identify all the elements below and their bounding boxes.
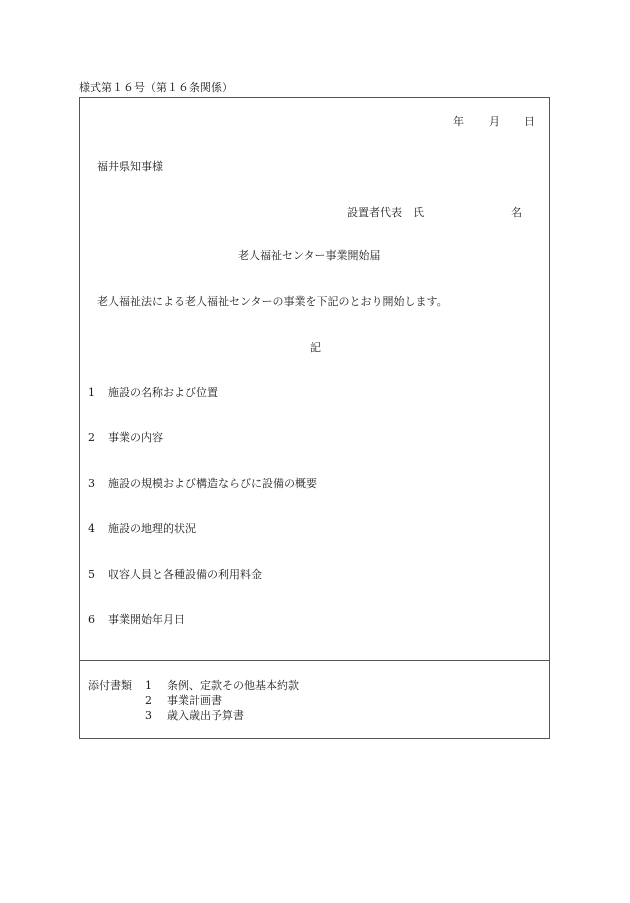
addressee: 福井県知事様 bbox=[97, 160, 163, 173]
section-divider bbox=[80, 660, 549, 661]
list-item bbox=[88, 614, 185, 625]
item-text: 収容人員と各種設備の利用料金 bbox=[108, 568, 262, 581]
attachment-item bbox=[145, 710, 244, 721]
attachment-text: 事業計画書 bbox=[167, 694, 222, 707]
item-number: 1 bbox=[88, 386, 95, 399]
attachments-label: 添付書類 bbox=[88, 679, 132, 692]
attachment-number: 3 bbox=[145, 709, 152, 722]
attachment-item bbox=[145, 680, 299, 691]
form-number: 様式第１６号（第１６条関係） bbox=[79, 81, 233, 94]
form-frame bbox=[79, 97, 550, 739]
ki-heading: 記 bbox=[310, 341, 321, 354]
attachment-number: 2 bbox=[145, 694, 152, 707]
item-number: 6 bbox=[88, 613, 95, 626]
list-item bbox=[88, 387, 218, 398]
item-number: 5 bbox=[88, 568, 95, 581]
item-text: 施設の地理的状況 bbox=[108, 522, 196, 535]
founder-label: 設置者代表 氏 bbox=[347, 206, 424, 219]
attachment-number: 1 bbox=[145, 679, 152, 692]
item-text: 施設の規模および構造ならびに設備の概要 bbox=[108, 477, 317, 490]
list-item bbox=[88, 478, 317, 489]
document-title: 老人福祉センター事業開始届 bbox=[238, 249, 381, 262]
body-text: 老人福祉法による老人福祉センターの事業を下記のとおり開始します。 bbox=[97, 295, 448, 308]
item-number: 3 bbox=[88, 477, 95, 490]
item-text: 施設の名称および位置 bbox=[108, 386, 218, 399]
founder-name-suffix: 名 bbox=[511, 206, 522, 219]
date-year-label: 年 bbox=[453, 115, 464, 128]
item-text: 事業開始年月日 bbox=[108, 613, 185, 626]
attachment-item bbox=[145, 695, 222, 706]
attachment-text: 歳入歳出予算書 bbox=[167, 709, 244, 722]
attachment-text: 条例、定款その他基本約款 bbox=[167, 679, 299, 692]
list-item bbox=[88, 523, 196, 534]
item-text: 事業の内容 bbox=[108, 431, 163, 444]
item-number: 2 bbox=[88, 431, 95, 444]
list-item bbox=[88, 569, 262, 580]
date-month-label: 月 bbox=[489, 115, 500, 128]
item-number: 4 bbox=[88, 522, 95, 535]
date-day-label: 日 bbox=[524, 115, 535, 128]
list-item bbox=[88, 432, 163, 443]
